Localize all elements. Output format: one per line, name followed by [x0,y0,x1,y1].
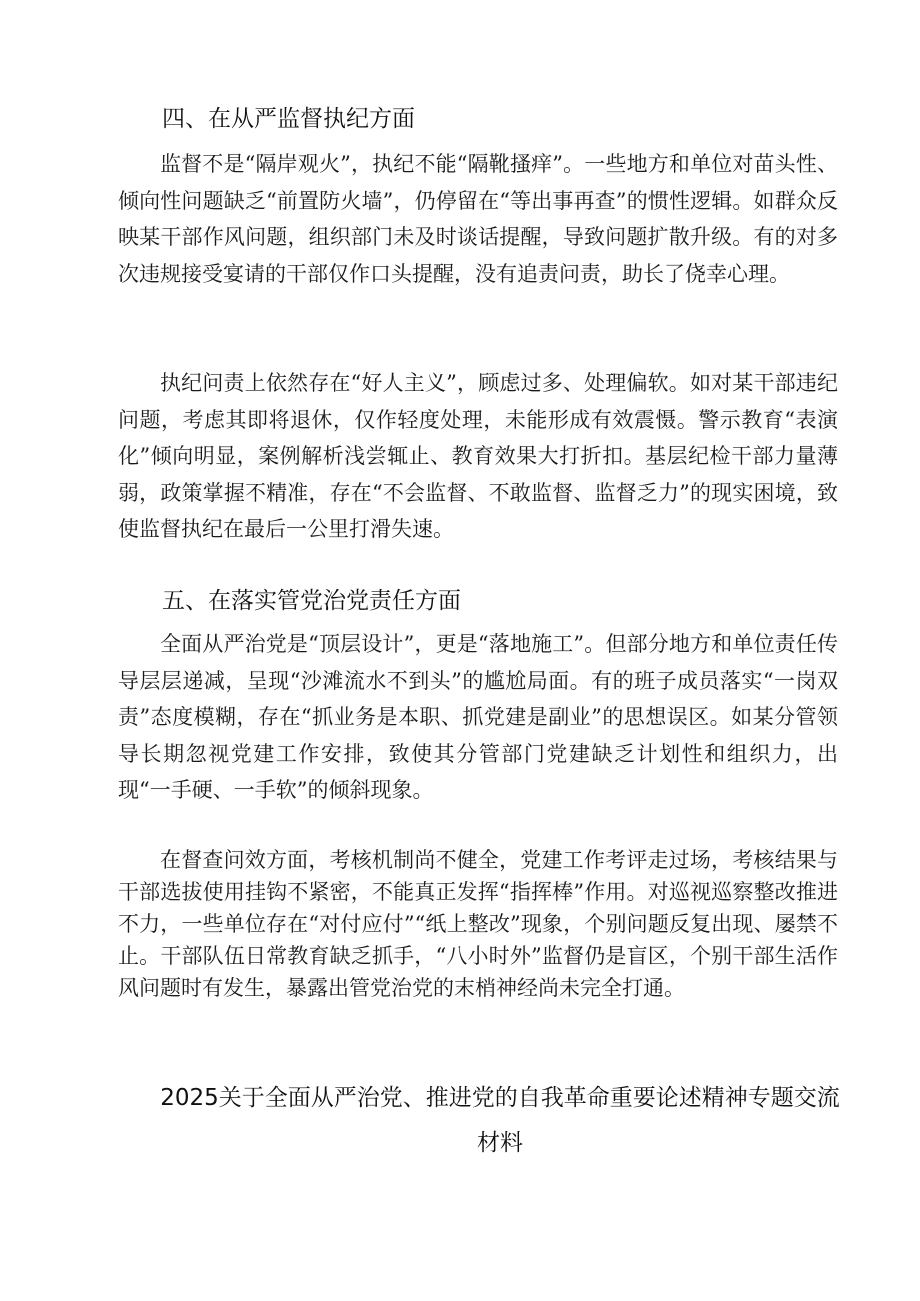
section-5-paragraph-1: 全面从严治党是“顶层设计”，更是“落地施工”。但部分地方和单位责任传导层层递减，呈现“沙滩流水不到头”的尴尬局面。有的班子成员落实“一岗双责”态度模糊，存在“抓业务是本职、抓党建是副业”的思想误区。如某分管领导长期忽视党建工作安排，致使其分管部门党建缺乏计划性和组织力，出现“一手硬、一手软”的倾斜现象。 [118,632,838,802]
section-4-paragraph-1: 监督不是“隔岸观火”，执纪不能“隔靴搔痒”。一些地方和单位对苗头性、倾向性问题缺乏“前置防火墙”，仍停留在“等出事再查”的惯性逻辑。如群众反映某干部作风问题，组织部门未及时谈话提醒，导致问题扩散升级。有的对多次违规接受宴请的干部仅作口头提醒，没有追责问责，助长了侥幸心理。 [118,152,838,286]
next-document-title [130,1076,870,1166]
section-5-paragraph-2: 在督查问效方面，考核机制尚不健全，党建工作考评走过场，考核结果与干部选拔使用挂钩不紧密，不能真正发挥“指挥棒”作用。对巡视巡察整改推进不力，一些单位存在“对付应付”“纸上整改”现象，个别问题反复出现、屡禁不止。干部队伍日常教育缺乏抓手，“八小时外”监督仍是盲区，个别干部生活作风问题时有发生，暴露出管党治党的末梢神经尚未完全打通。 [118,848,838,1000]
next-document-title-line-1: 2025关于全面从严治党、推进党的自我革命重要论述精神专题交流 [160,1085,840,1111]
next-document-title-line-2: 材料 [477,1130,523,1156]
section-4-heading: 四、在从严监督执纪方面 [162,106,415,132]
section-5-heading: 五、在落实管党治党责任方面 [162,588,461,614]
section-4-paragraph-2: 执纪问责上依然存在“好人主义”，顾虑过多、处理偏软。如对某干部违纪问题，考虑其即将退休，仅作轻度处理，未能形成有效震慑。警示教育“表演化”倾向明显，案例解析浅尝辄止、教育效果大打折扣。基层纪检干部力量薄弱，政策掌握不精准，存在“不会监督、不敢监督、监督乏力”的现实困境，致使监督执纪在最后一公里打滑失速。 [118,371,838,541]
